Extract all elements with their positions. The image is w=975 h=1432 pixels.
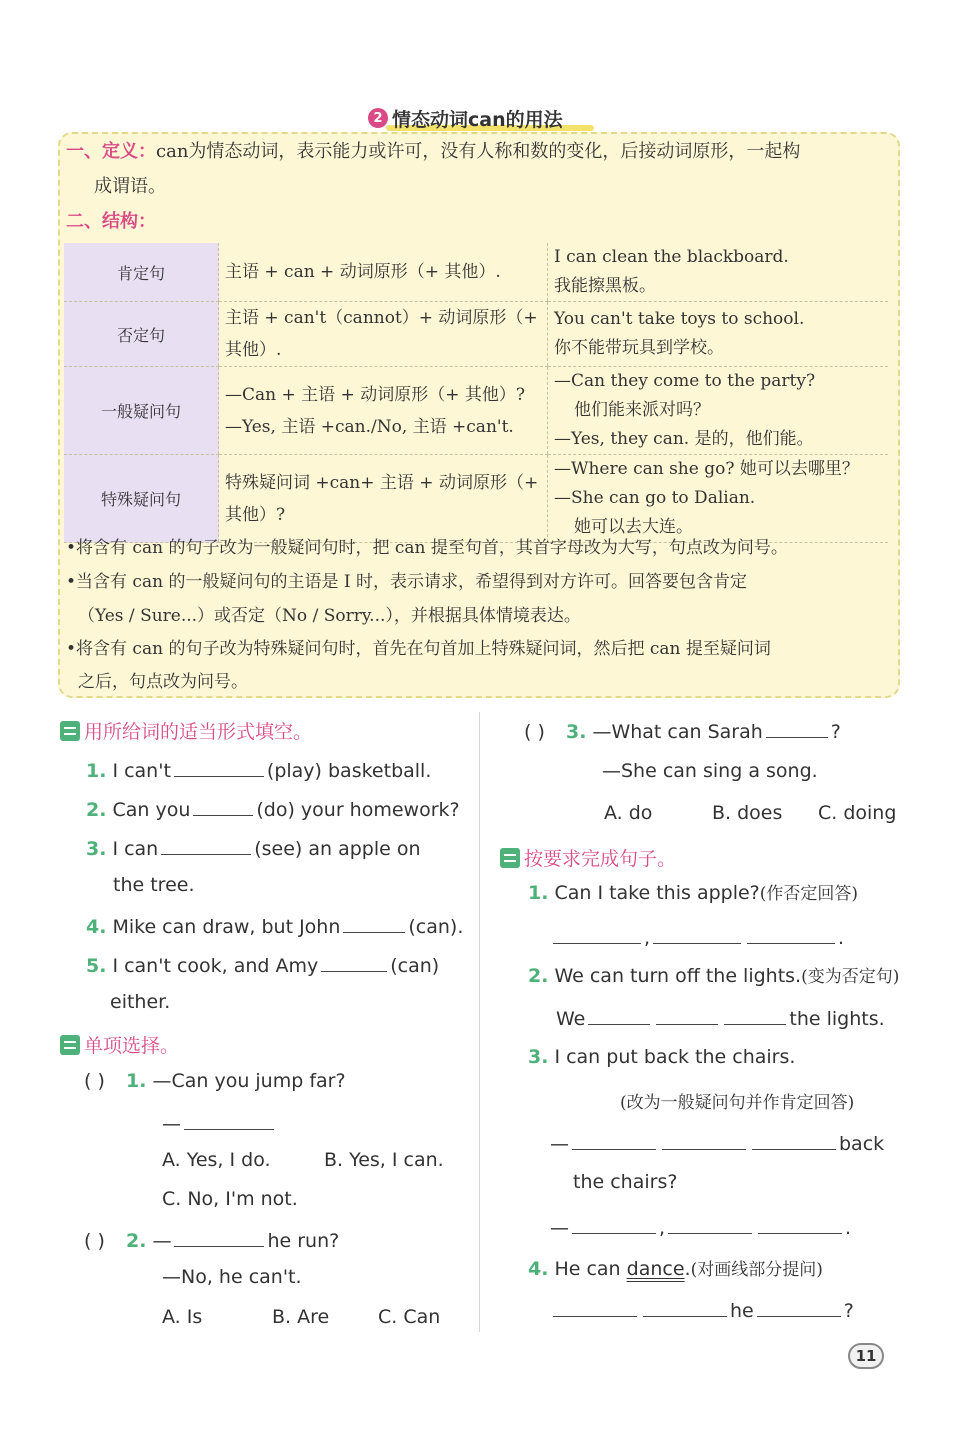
item-number: 3. xyxy=(566,721,587,743)
rewrite-q3-answer-2: the chairs? xyxy=(573,1171,678,1193)
underlined-word: dance xyxy=(626,1258,685,1280)
structure-label: 二、结构： xyxy=(66,211,156,232)
item-number: 2. xyxy=(528,965,549,987)
row-type: 特殊疑问句 xyxy=(64,455,219,543)
question-text: —Can you jump far? xyxy=(152,1070,346,1092)
item-text: (do) your homework? xyxy=(256,799,460,821)
answer-blank[interactable] xyxy=(193,796,253,816)
dash: — xyxy=(550,1133,569,1155)
example-line: You can't take toys to school. xyxy=(554,309,805,329)
rewrite-q1-answer xyxy=(550,924,844,949)
title-number-badge: 2 xyxy=(368,108,388,128)
item-number: 2. xyxy=(86,799,107,821)
item-number: 1. xyxy=(86,760,107,782)
answer-text: We xyxy=(556,1008,586,1030)
item-number: 1. xyxy=(126,1070,147,1092)
note-2-cont: （Yes / Sure...）或否定（No / Sorry...），并根据具体情境表达。 xyxy=(78,606,581,626)
answer-blank[interactable] xyxy=(752,1130,836,1150)
row-example xyxy=(548,243,889,302)
rule-line: 主语 + can + 动词原形（+ 其他）. xyxy=(225,262,501,282)
item-number: 3. xyxy=(528,1046,549,1068)
example-line: —Where can she go? 她可以去哪里？ xyxy=(554,459,859,479)
choice-q1-option-c[interactable]: C. No, I'm not. xyxy=(162,1188,298,1210)
answer-blank[interactable] xyxy=(343,913,405,933)
note-3-cont: 之后，句点改为问号。 xyxy=(78,672,248,692)
section-2-title: 单项选择。 xyxy=(84,1035,180,1057)
question-text: Can I take this apple? xyxy=(554,882,760,904)
question-mark: ? xyxy=(830,721,841,743)
dash: — xyxy=(152,1230,172,1252)
answer-text: he xyxy=(730,1300,754,1322)
section-icon xyxy=(60,721,80,741)
table-row xyxy=(64,455,888,543)
rule-line: 其他）. xyxy=(225,340,282,360)
answer-blank[interactable] xyxy=(161,835,251,855)
note-2: •当含有 can 的一般疑问句的主语是 I 时，表示请求，希望得到对方许可。回答要包含肯定 xyxy=(66,572,747,592)
section-2-heading xyxy=(60,1031,179,1058)
fill-item-4 xyxy=(86,913,463,938)
title-text: 情态动词can的用法 xyxy=(392,108,563,131)
fill-item-5-cont: either. xyxy=(110,991,171,1013)
answer-blank[interactable] xyxy=(553,924,641,944)
requirement: (对画线部分提问) xyxy=(690,1260,823,1280)
answer-blank[interactable] xyxy=(174,1227,264,1247)
item-number: 4. xyxy=(528,1258,549,1280)
row-example xyxy=(548,302,889,367)
requirement: (作否定回答) xyxy=(759,884,859,904)
rewrite-q2-answer xyxy=(556,1005,885,1030)
dash: — xyxy=(550,1217,569,1239)
choice-q3-option-c[interactable]: C. doing xyxy=(818,802,897,824)
table-row xyxy=(64,367,888,455)
answer-blank[interactable] xyxy=(747,924,835,944)
definition-label: 一、定义： xyxy=(66,141,156,162)
answer-blank[interactable] xyxy=(758,1214,842,1234)
row-rule xyxy=(219,243,548,302)
choice-q2-option-a[interactable]: A. Is xyxy=(162,1306,203,1328)
answer-blank[interactable] xyxy=(653,924,741,944)
fill-item-3-cont: the tree. xyxy=(113,874,195,896)
row-rule xyxy=(219,455,548,543)
item-text: (see) an apple on xyxy=(254,838,421,860)
section-icon xyxy=(60,1035,80,1055)
row-example xyxy=(548,455,889,543)
example-line: 你不能带玩具到学校。 xyxy=(554,338,724,358)
item-text: I can't cook, and Amy xyxy=(112,955,319,977)
rewrite-q1 xyxy=(528,879,858,904)
rewrite-q2 xyxy=(528,962,899,987)
choice-q3-option-a[interactable]: A. do xyxy=(604,802,653,824)
fill-item-1 xyxy=(86,757,431,782)
answer-blank[interactable] xyxy=(553,1297,637,1317)
item-text: Can you xyxy=(112,799,191,821)
choice-q3-response: —She can sing a song. xyxy=(602,760,818,782)
answer-paren[interactable]: ( ) xyxy=(524,721,545,743)
question-text: We can turn off the lights. xyxy=(554,965,802,987)
example-line: 我能擦黑板。 xyxy=(554,276,656,296)
item-text: (can). xyxy=(408,916,464,938)
structure-table xyxy=(64,243,888,543)
item-number: 2. xyxy=(126,1230,147,1252)
question-mark: ? xyxy=(843,1300,854,1322)
choice-q1-answer-line xyxy=(162,1110,277,1135)
answer-blank[interactable] xyxy=(184,1110,274,1130)
answer-blank[interactable] xyxy=(572,1214,656,1234)
row-rule xyxy=(219,367,548,455)
answer-text: the lights. xyxy=(789,1008,885,1030)
item-number: 4. xyxy=(86,916,107,938)
rule-line: —Yes, 主语 +can./No, 主语 +can't. xyxy=(225,416,514,437)
choice-q2-option-c[interactable]: C. Can xyxy=(378,1306,441,1328)
section-1-title: 用所给词的适当形式填空。 xyxy=(84,721,313,743)
example-line: I can clean the blackboard. xyxy=(554,247,789,267)
section-icon xyxy=(500,848,520,868)
fill-item-2 xyxy=(86,796,460,821)
table-row xyxy=(64,243,888,302)
choice-q2 xyxy=(84,1227,339,1252)
item-number: 5. xyxy=(86,955,107,977)
page-number: 11 xyxy=(848,1343,884,1369)
rewrite-q3 xyxy=(528,1046,795,1068)
choice-q1-option-b[interactable]: B. Yes, I can. xyxy=(324,1149,444,1171)
row-type: 一般疑问句 xyxy=(64,367,219,455)
answer-paren[interactable]: ( ) xyxy=(84,1230,105,1252)
note-3: •将含有 can 的句子改为特殊疑问句时，首先在句首加上特殊疑问词，然后把 can 提至疑问词 xyxy=(66,639,771,659)
question-text: —What can Sarah xyxy=(592,721,763,743)
rewrite-q3-requirement: (改为一般疑问句并作肯定回答) xyxy=(620,1093,855,1113)
question-text: . xyxy=(684,1258,691,1280)
comma: , xyxy=(644,927,651,949)
answer-blank[interactable] xyxy=(662,1130,746,1150)
fill-item-5 xyxy=(86,952,439,977)
choice-q3-option-b[interactable]: B. does xyxy=(712,802,783,824)
row-rule xyxy=(219,302,548,367)
section-title xyxy=(368,104,563,132)
dash: — xyxy=(162,1113,181,1135)
definition-line-1 xyxy=(66,137,800,163)
example-line: —Can they come to the party? xyxy=(554,371,816,391)
item-text: (play) basketball. xyxy=(266,760,432,782)
answer-blank[interactable] xyxy=(668,1214,752,1234)
item-text: (can) xyxy=(390,955,440,977)
choice-q1 xyxy=(84,1070,346,1092)
example-line: —Yes, they can. 是的，他们能。 xyxy=(554,429,814,449)
answer-blank[interactable] xyxy=(724,1005,786,1025)
section-3-title: 按要求完成句子。 xyxy=(524,848,677,870)
answer-blank[interactable] xyxy=(766,718,828,738)
answer-blank[interactable] xyxy=(643,1297,727,1317)
choice-q2-response: —No, he can't. xyxy=(162,1266,302,1288)
definition-line-2: 成谓语。 xyxy=(94,176,166,197)
requirement: (变为否定句) xyxy=(801,967,900,987)
answer-blank[interactable] xyxy=(757,1297,841,1317)
question-text: I can put back the chairs. xyxy=(554,1046,796,1068)
rewrite-q4 xyxy=(528,1255,823,1280)
section-3-heading xyxy=(500,844,676,871)
example-line: 他们能来派对吗？ xyxy=(574,400,710,420)
column-divider xyxy=(479,712,480,1332)
rule-line: 主语 + can't（cannot）+ 动词原形（+ xyxy=(225,308,538,328)
item-text: I can xyxy=(112,838,159,860)
answer-blank[interactable] xyxy=(572,1130,656,1150)
example-line: —She can go to Dalian. xyxy=(554,488,756,508)
row-type: 肯定句 xyxy=(64,243,219,302)
item-text: I can't xyxy=(112,760,171,782)
row-type: 否定句 xyxy=(64,302,219,367)
period: . xyxy=(838,927,845,949)
choice-q1-option-a[interactable]: A. Yes, I do. xyxy=(162,1149,271,1171)
answer-paren[interactable]: ( ) xyxy=(84,1070,105,1092)
table-row xyxy=(64,302,888,367)
answer-blank[interactable] xyxy=(321,952,387,972)
definition-text-1: can为情态动词，表示能力或许可，没有人称和数的变化，后接动词原形，一起构 xyxy=(156,141,801,162)
answer-text: back xyxy=(839,1133,885,1155)
row-example xyxy=(548,367,889,455)
rewrite-q3-answer-1 xyxy=(550,1130,884,1155)
item-number: 1. xyxy=(528,882,549,904)
period: . xyxy=(845,1217,852,1239)
rule-line: —Can + 主语 + 动词原形（+ 其他）? xyxy=(225,384,525,405)
comma: , xyxy=(659,1217,666,1239)
rewrite-q3-answer-3 xyxy=(550,1214,851,1239)
answer-blank[interactable] xyxy=(174,757,264,777)
question-text: He can xyxy=(554,1258,621,1280)
question-text: he run? xyxy=(267,1230,340,1252)
fill-item-3 xyxy=(86,835,421,860)
answer-blank[interactable] xyxy=(656,1005,718,1025)
item-number: 3. xyxy=(86,838,107,860)
rule-line: 其他）? xyxy=(225,504,286,525)
item-text: Mike can draw, but John xyxy=(112,916,341,938)
answer-blank[interactable] xyxy=(588,1005,650,1025)
choice-q3 xyxy=(524,718,841,743)
rule-line: 特殊疑问词 +can+ 主语 + 动词原形（+ xyxy=(225,472,539,493)
choice-q2-option-b[interactable]: B. Are xyxy=(272,1306,330,1328)
example-line: 她可以去大连。 xyxy=(574,517,693,537)
note-1: •将含有 can 的句子改为一般疑问句时，把 can 提至句首，其首字母改为大写，句点改为问号。 xyxy=(66,538,788,558)
rewrite-q4-answer xyxy=(550,1297,854,1322)
section-1-heading xyxy=(60,717,312,744)
